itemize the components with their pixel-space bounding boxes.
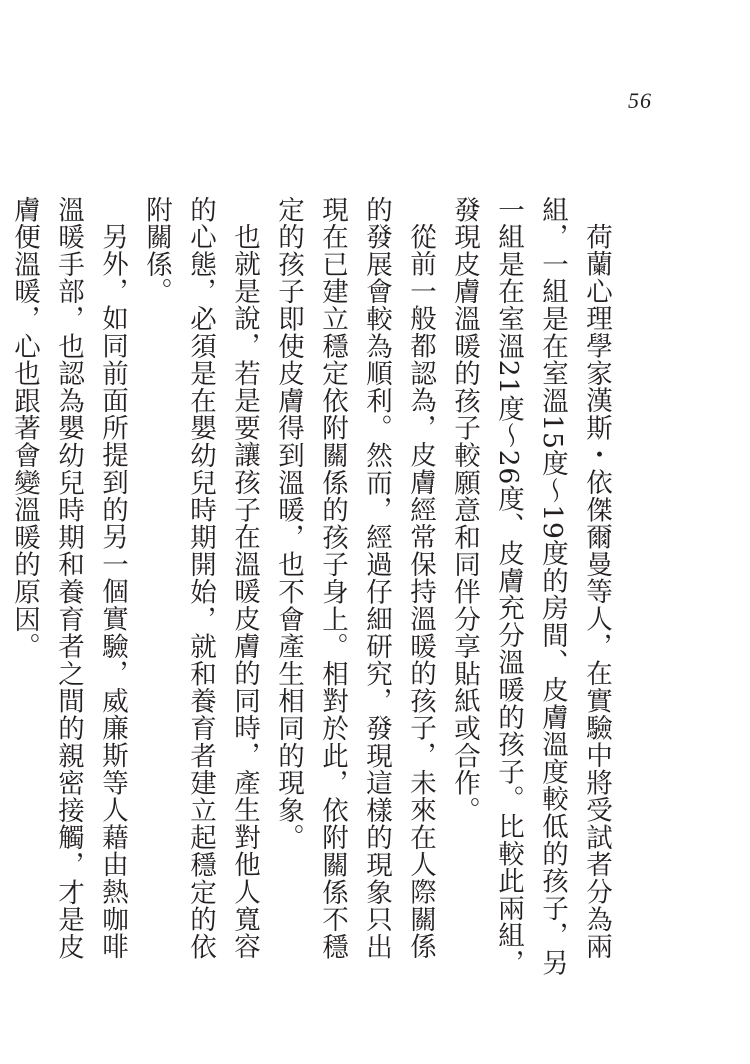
body-text xyxy=(2,196,618,980)
page-number: 56 xyxy=(628,88,652,113)
paragraph-attachment-finding: 從前一般都認為，皮膚經常保持溫暖的孩子，未來在人際關係的發展會較為順利。然而，經過仔細研究，發現這樣的現象只出現在已建立穩定依附關係的孩子身上。相對於此，依附關係不穩定的孩子即使皮膚得到溫暖，也不會產生相同的現象。 xyxy=(273,196,436,961)
paragraph-hans-experiment: 荷蘭心理學家漢斯・依傑爾曼等人，在實驗中將受試者分為兩組，一組是在室溫15度～19度的房間、皮膚溫度較低的孩子，另一組是在室溫21度～26度、皮膚充分溫暖的孩子。比較此兩組，發現皮膚溫暖的孩子較願意和同伴分享貼紙或合作。 xyxy=(449,196,612,977)
paragraph-williams-experiment: 另外，如同前面所提到的另一個實驗，威廉斯等人藉由熱咖啡溫暖手部，也認為嬰幼兒時期和養育者之間的親密接觸，才是皮膚便溫暖，心也跟著會變溫暖的原因。 xyxy=(9,196,128,961)
paragraph-conclusion: 也就是說，若是要讓孩子在溫暖皮膚的同時，產生對他人寬容的心態，必須是在嬰幼兒時期開始，就和養育者建立起穩定的依附關係。 xyxy=(141,196,260,961)
